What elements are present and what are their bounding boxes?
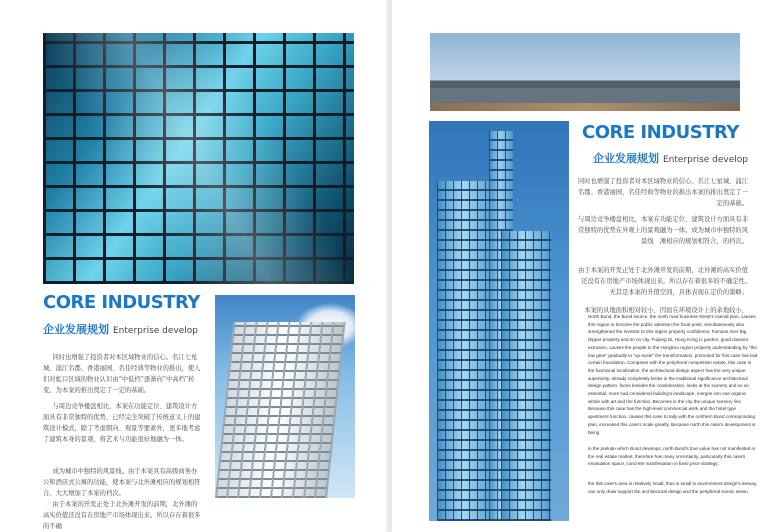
right-page-title: CORE INDUSTRY — [582, 122, 739, 143]
left-paragraph-4: 由于本案的开发正处于北外滩开发的前期，北外滩的高实价值还没有在房地产市场体现出来。所以存在着很多的不确 — [43, 501, 201, 530]
skyline-ground — [430, 103, 740, 111]
left-paragraph-1: 同时也增强了投资者对本区域物业的信心。名江七星城、浦江名郡、香港丽园、名佳经典等物业的推出，使人们对虹口区域的物业认识由“中低档”逐渐向“中高档”转变。为本案的推出奠定了一定的基础。 — [43, 354, 201, 394]
right-page-subtitle — [593, 153, 748, 165]
left-subtitle-en: Enterprise develop — [113, 326, 198, 336]
left-page — [0, 0, 388, 532]
english-paragraph-2: in the prelude which Bund develops, north Bund's true value has not manifested in the real estate market, therefore has many uncertainty, particularly this case's revaluation space, concrete manifestation in fixed price strategy; — [588, 446, 756, 467]
right-paragraph-1: 同时也增强了投资者对本区域物业的信心。名江七星城、浦江名郡、香港丽园、名佳经典等物业的推出本案的推出奠定了一定的基础。 — [578, 178, 749, 207]
right-subtitle-cn: 企业发展规划 — [593, 152, 659, 165]
left-paragraph-3a: 成为城市中独特的风景线。由于本案具有高级商务办公和酒店式公寓的功能，使本案与北外滩相应的规划相符合。大大增加了本案的档次。 — [43, 468, 201, 497]
left-page-subtitle — [43, 324, 198, 336]
right-subtitle-en: Enterprise develop — [663, 155, 748, 165]
left-subtitle-cn: 企业发展规划 — [43, 323, 109, 336]
left-page-title: CORE INDUSTRY — [43, 292, 200, 313]
right-paragraph-3: 由于本案的开发正处于北外滩开发的前期，北外滩的高实价值还没有在房地产市场体现出来。所以存在着很多的不确定性。 无其是本案的升值空间，具体表现在定价的策略； — [578, 267, 755, 296]
left-paragraph-2: 与周边竞争楼盘相比，本案在功能定位、建筑设计方面具有非常独特的优势，已经完全突破了传统意义上的建筑设计模式，除了考虑朝向、观景等要素外，更多地考虑了建筑本身的景观，将艺术与功能很好地融为一体。 — [43, 403, 201, 443]
left-paragraph-3 — [43, 466, 203, 532]
tower-shape — [437, 181, 495, 521]
glass-facade-photo — [43, 33, 354, 284]
city-skyline-photo — [430, 33, 740, 111]
right-page — [392, 0, 780, 532]
tower-shape — [501, 231, 551, 521]
right-paragraph-2: 与周边竞争楼盘相比，本案在功能定位、建筑设计方面具有非常独特的优势在外观上的景观融为一体。成为城市中独特的风景线 滩相应的规划相符合，的档次。 — [578, 216, 749, 245]
english-paragraph-1: North Bund, the Bund source, the north road business street's overall plan, causes this region to become the public attention the focal point, simultaneously also strengthened the investor to this region property confidence; Famous river Big Dipper property and so on city, Fujiang Di, Hong Kong Li garden, good classics extrusion, causes the people to the Hongkou region property understanding by "the low gear" gradually to "up-scale" the transformation, promoted for this case has laid certain foundation. Compares with the peripheral competition estate, this case in the functional localization, the architectural design aspect has the very unique superiority, already completely broke in the traditional significance architectural design pattern, faces besides the consideration, looks at the scenery and so on essential, more had considered building's landscape, merges into one organic whole with art and the function. Becomes in the city the unique scenery line Because this case has the high-level commercial work and the hotel type apartment function, causes this case to tally with the northern Bund corresponding plan, increased this case's scale greatly. Because north this case's development is being — [588, 314, 758, 435]
tower-shape — [215, 322, 345, 498]
tower-sky-photo — [215, 295, 355, 498]
right-paragraph-4: 本案的具地面积相对较小，因而在环境设计上的余地较小， — [584, 307, 748, 314]
blue-towers-photo — [429, 121, 569, 521]
english-paragraph-3: the this case's area is relatively small, thus is small in environment design's leeway, can only draw support the architectural design and the peripheral scenic essou — [588, 481, 758, 494]
